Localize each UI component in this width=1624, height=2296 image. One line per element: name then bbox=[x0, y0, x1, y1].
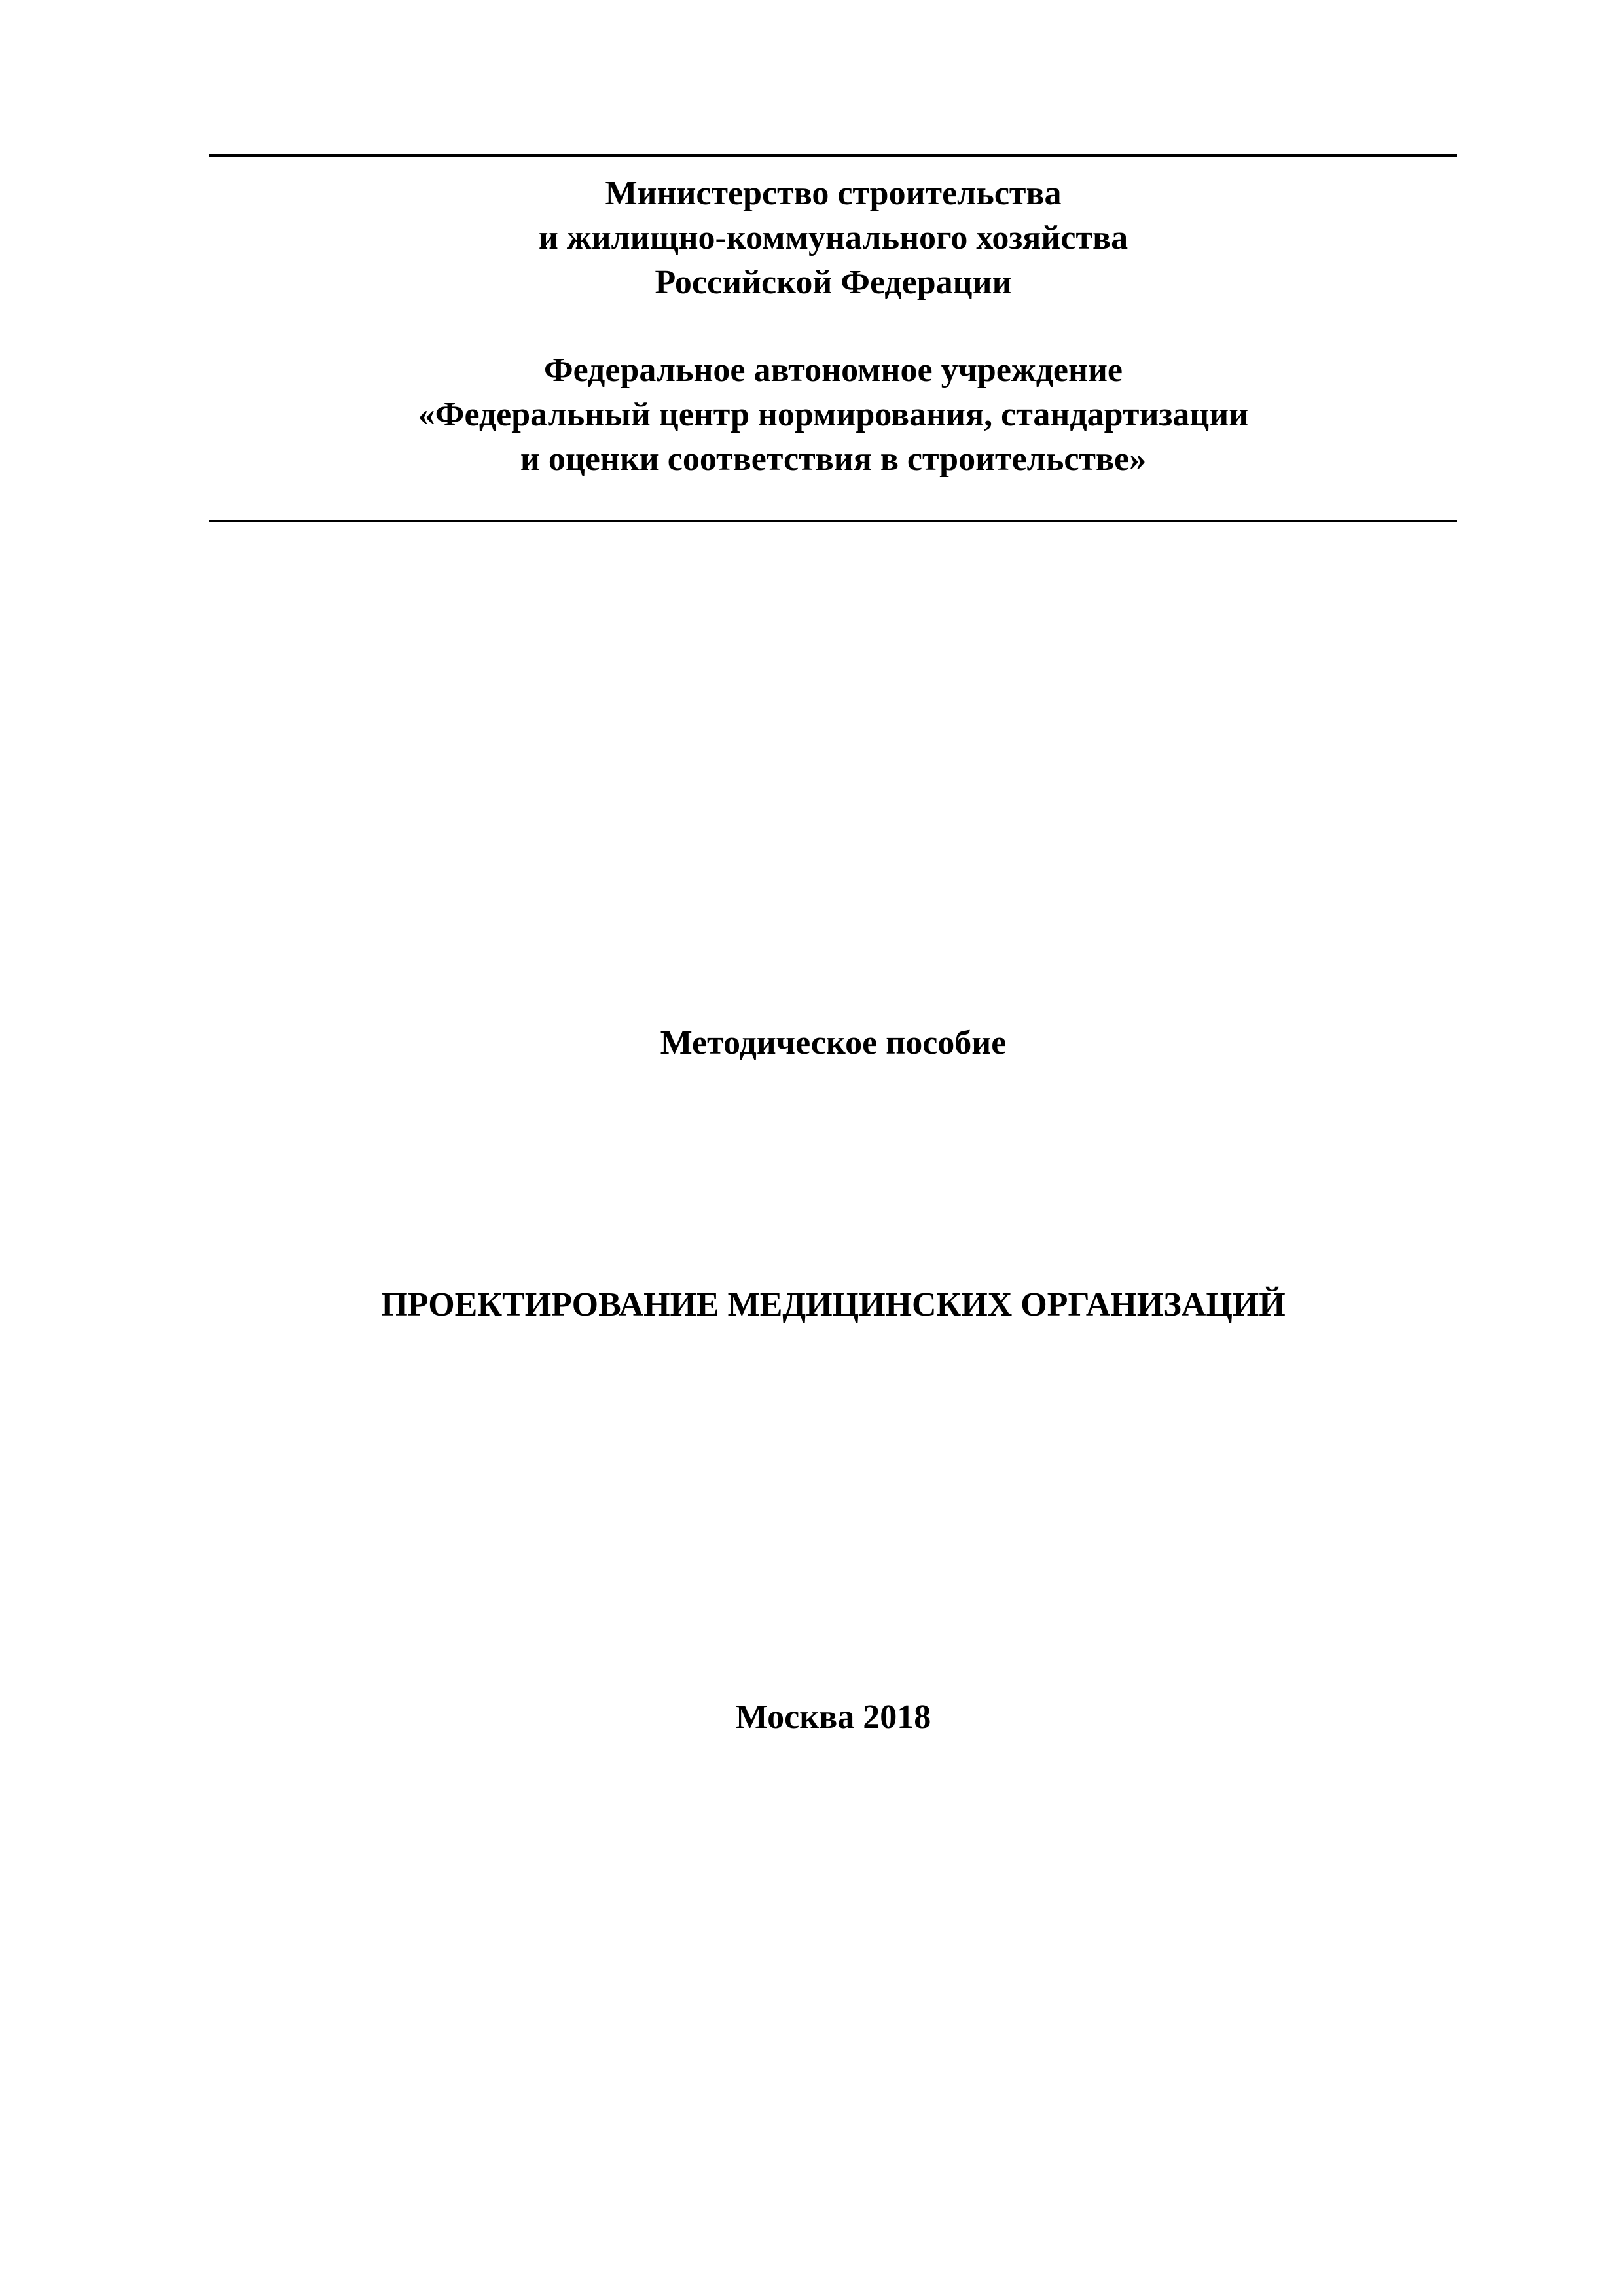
institution-header bbox=[209, 348, 1457, 482]
ministry-line: и жилищно-коммунального хозяйства bbox=[538, 219, 1128, 257]
document-type: Методическое пособие bbox=[660, 1024, 1007, 1062]
institution-line: и оценки соответствия в строительстве» bbox=[520, 440, 1147, 478]
top-rule bbox=[209, 154, 1457, 157]
ministry-header bbox=[209, 171, 1457, 305]
institution-line: «Федеральный центр нормирования, стандартизации bbox=[418, 396, 1249, 433]
ministry-line: Российской Федерации bbox=[655, 264, 1012, 301]
document-title: ПРОЕКТИРОВАНИЕ МЕДИЦИНСКИХ ОРГАНИЗАЦИЙ bbox=[381, 1286, 1286, 1323]
place-year: Москва 2018 bbox=[735, 1698, 931, 1736]
ministry-line: Министерство строительства bbox=[605, 175, 1062, 212]
bottom-rule bbox=[209, 520, 1457, 522]
institution-line: Федеральное автономное учреждение bbox=[543, 351, 1123, 389]
